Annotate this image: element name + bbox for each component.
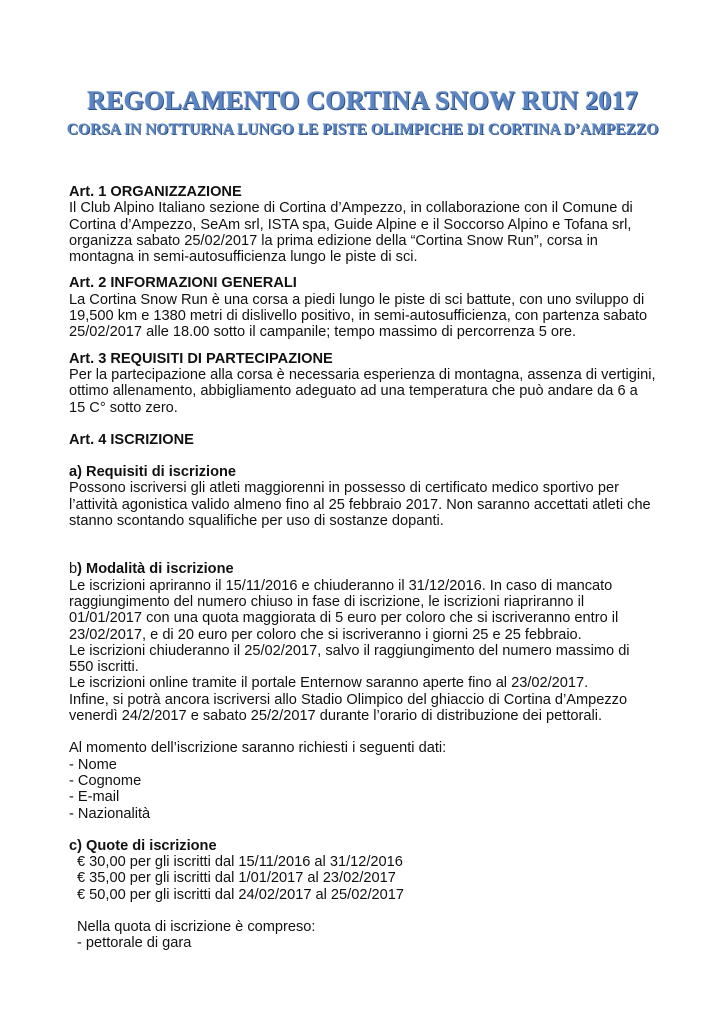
art4c-heading: c) Quote di iscrizione [69, 837, 217, 854]
art3-heading: Art. 3 REQUISITI DI PARTECIPAZIONE [69, 350, 333, 367]
art3-line: Per la partecipazione alla corsa è necessaria esperienza di montagna, assenza di vertigini, [69, 366, 656, 383]
fee-item: € 30,00 per gli iscritti dal 15/11/2016 al 31/12/2016 [77, 854, 403, 871]
art1-line: montagna in semi-autosufficienza lungo le piste di sci. [69, 249, 418, 266]
art2-heading: Art. 2 INFORMAZIONI GENERALI [69, 275, 297, 292]
data-item: - E-mail [69, 789, 120, 806]
art4b-line: 23/02/2017, e di 20 euro per coloro che si iscriveranno i giorni 25 e 25 febbraio. [69, 626, 582, 643]
art4b-heading-rest: ) Modalità di iscrizione [77, 561, 234, 578]
art4b-line: Infine, si potrà ancora iscriversi allo Stadio Olimpico del ghiaccio di Cortina d’Ampezzo [69, 691, 628, 708]
art4a-heading: a) Requisiti di iscrizione [69, 464, 237, 481]
data-item: - Nome [69, 756, 117, 773]
art4b-line: Le iscrizioni apriranno il 15/11/2016 e chiuderanno il 31/12/2016. In caso di mancato [69, 577, 613, 594]
art4a-line: Possono iscriversi gli atleti maggiorenni in possesso di certificato medico sportivo per [69, 480, 619, 497]
art4b-line: raggiungimento del numero chiuso in fase di iscrizione, le iscrizioni riapriranno il [69, 593, 585, 610]
art3-line: 15 C° sotto zero. [69, 399, 178, 416]
art1-heading: Art. 1 ORGANIZZAZIONE [69, 184, 242, 200]
art2-line: 19,500 km e 1380 metri di dislivello positivo, in semi-autosufficienza, con partenza sabato [69, 308, 648, 325]
data-intro: Al momento dell’iscrizione saranno richiesti i seguenti dati: [69, 740, 447, 757]
document-body [69, 184, 669, 952]
document-title: REGOLAMENTO CORTINA SNOW RUN 2017 [87, 86, 638, 115]
art4b-line: venerdì 24/2/2017 e sabato 25/2/2017 durante l’orario di distribuzione dei pettorali. [69, 708, 603, 725]
art4b-line: Le iscrizioni chiuderanno il 25/02/2017, salvo il raggiungimento del numero massimo di [69, 642, 630, 659]
art4a-line: l’attività agonistica valido almeno fino al 25 febbraio 2017. Non saranno accettati atleti che [69, 496, 651, 513]
art4b-line: 550 iscritti. [69, 659, 139, 676]
data-item: - Nazionalità [69, 805, 151, 822]
art4b-line: Le iscrizioni online tramite il portale Enternow saranno aperte fino al 23/02/2017. [69, 675, 589, 692]
art2-line: La Cortina Snow Run è una corsa a piedi lungo le piste di sci battute, con uno sviluppo di [69, 291, 645, 308]
included-intro: Nella quota di iscrizione è compreso: [77, 918, 316, 935]
fee-item: € 35,00 per gli iscritti dal 1/01/2017 al 23/02/2017 [77, 870, 396, 887]
art4b-heading [69, 561, 669, 577]
art1-line: Il Club Alpino Italiano sezione di Cortina d’Ampezzo, in collaborazione con il Comune di [69, 200, 633, 217]
art1-line: organizza sabato 25/02/2017 la prima edizione della “Cortina Snow Run”, corsa in [69, 232, 598, 249]
included-item: - pettorale di gara [77, 935, 192, 952]
art4b-heading-prefix: b [69, 561, 78, 578]
art4-heading: Art. 4 ISCRIZIONE [69, 431, 194, 448]
art4b-line: 01/01/2017 con una quota maggiorata di 5 euro per coloro che si iscriveranno entro il [69, 610, 619, 627]
art1-line: Cortina d’Ampezzo, SeAm srl, ISTA spa, Guide Alpine e il Soccorso Alpino e Tofana srl, [69, 216, 632, 233]
document-subtitle: CORSA IN NOTTURNA LUNGO LE PISTE OLIMPICHE DI CORTINA D’AMPEZZO [66, 121, 659, 138]
art3-line: ottimo allenamento, abbigliamento adeguato ad una temperatura che può andare da 6 a [69, 383, 638, 400]
fee-item: € 50,00 per gli iscritti dal 24/02/2017 al 25/02/2017 [77, 886, 404, 903]
data-item: - Cognome [69, 772, 142, 789]
art2-line: 25/02/2017 alle 18.00 sotto il campanile; tempo massimo di percorrenza 5 ore. [69, 324, 577, 341]
art4a-line: stanno scontando squalifiche per uso di sostanze dopanti. [69, 513, 444, 530]
